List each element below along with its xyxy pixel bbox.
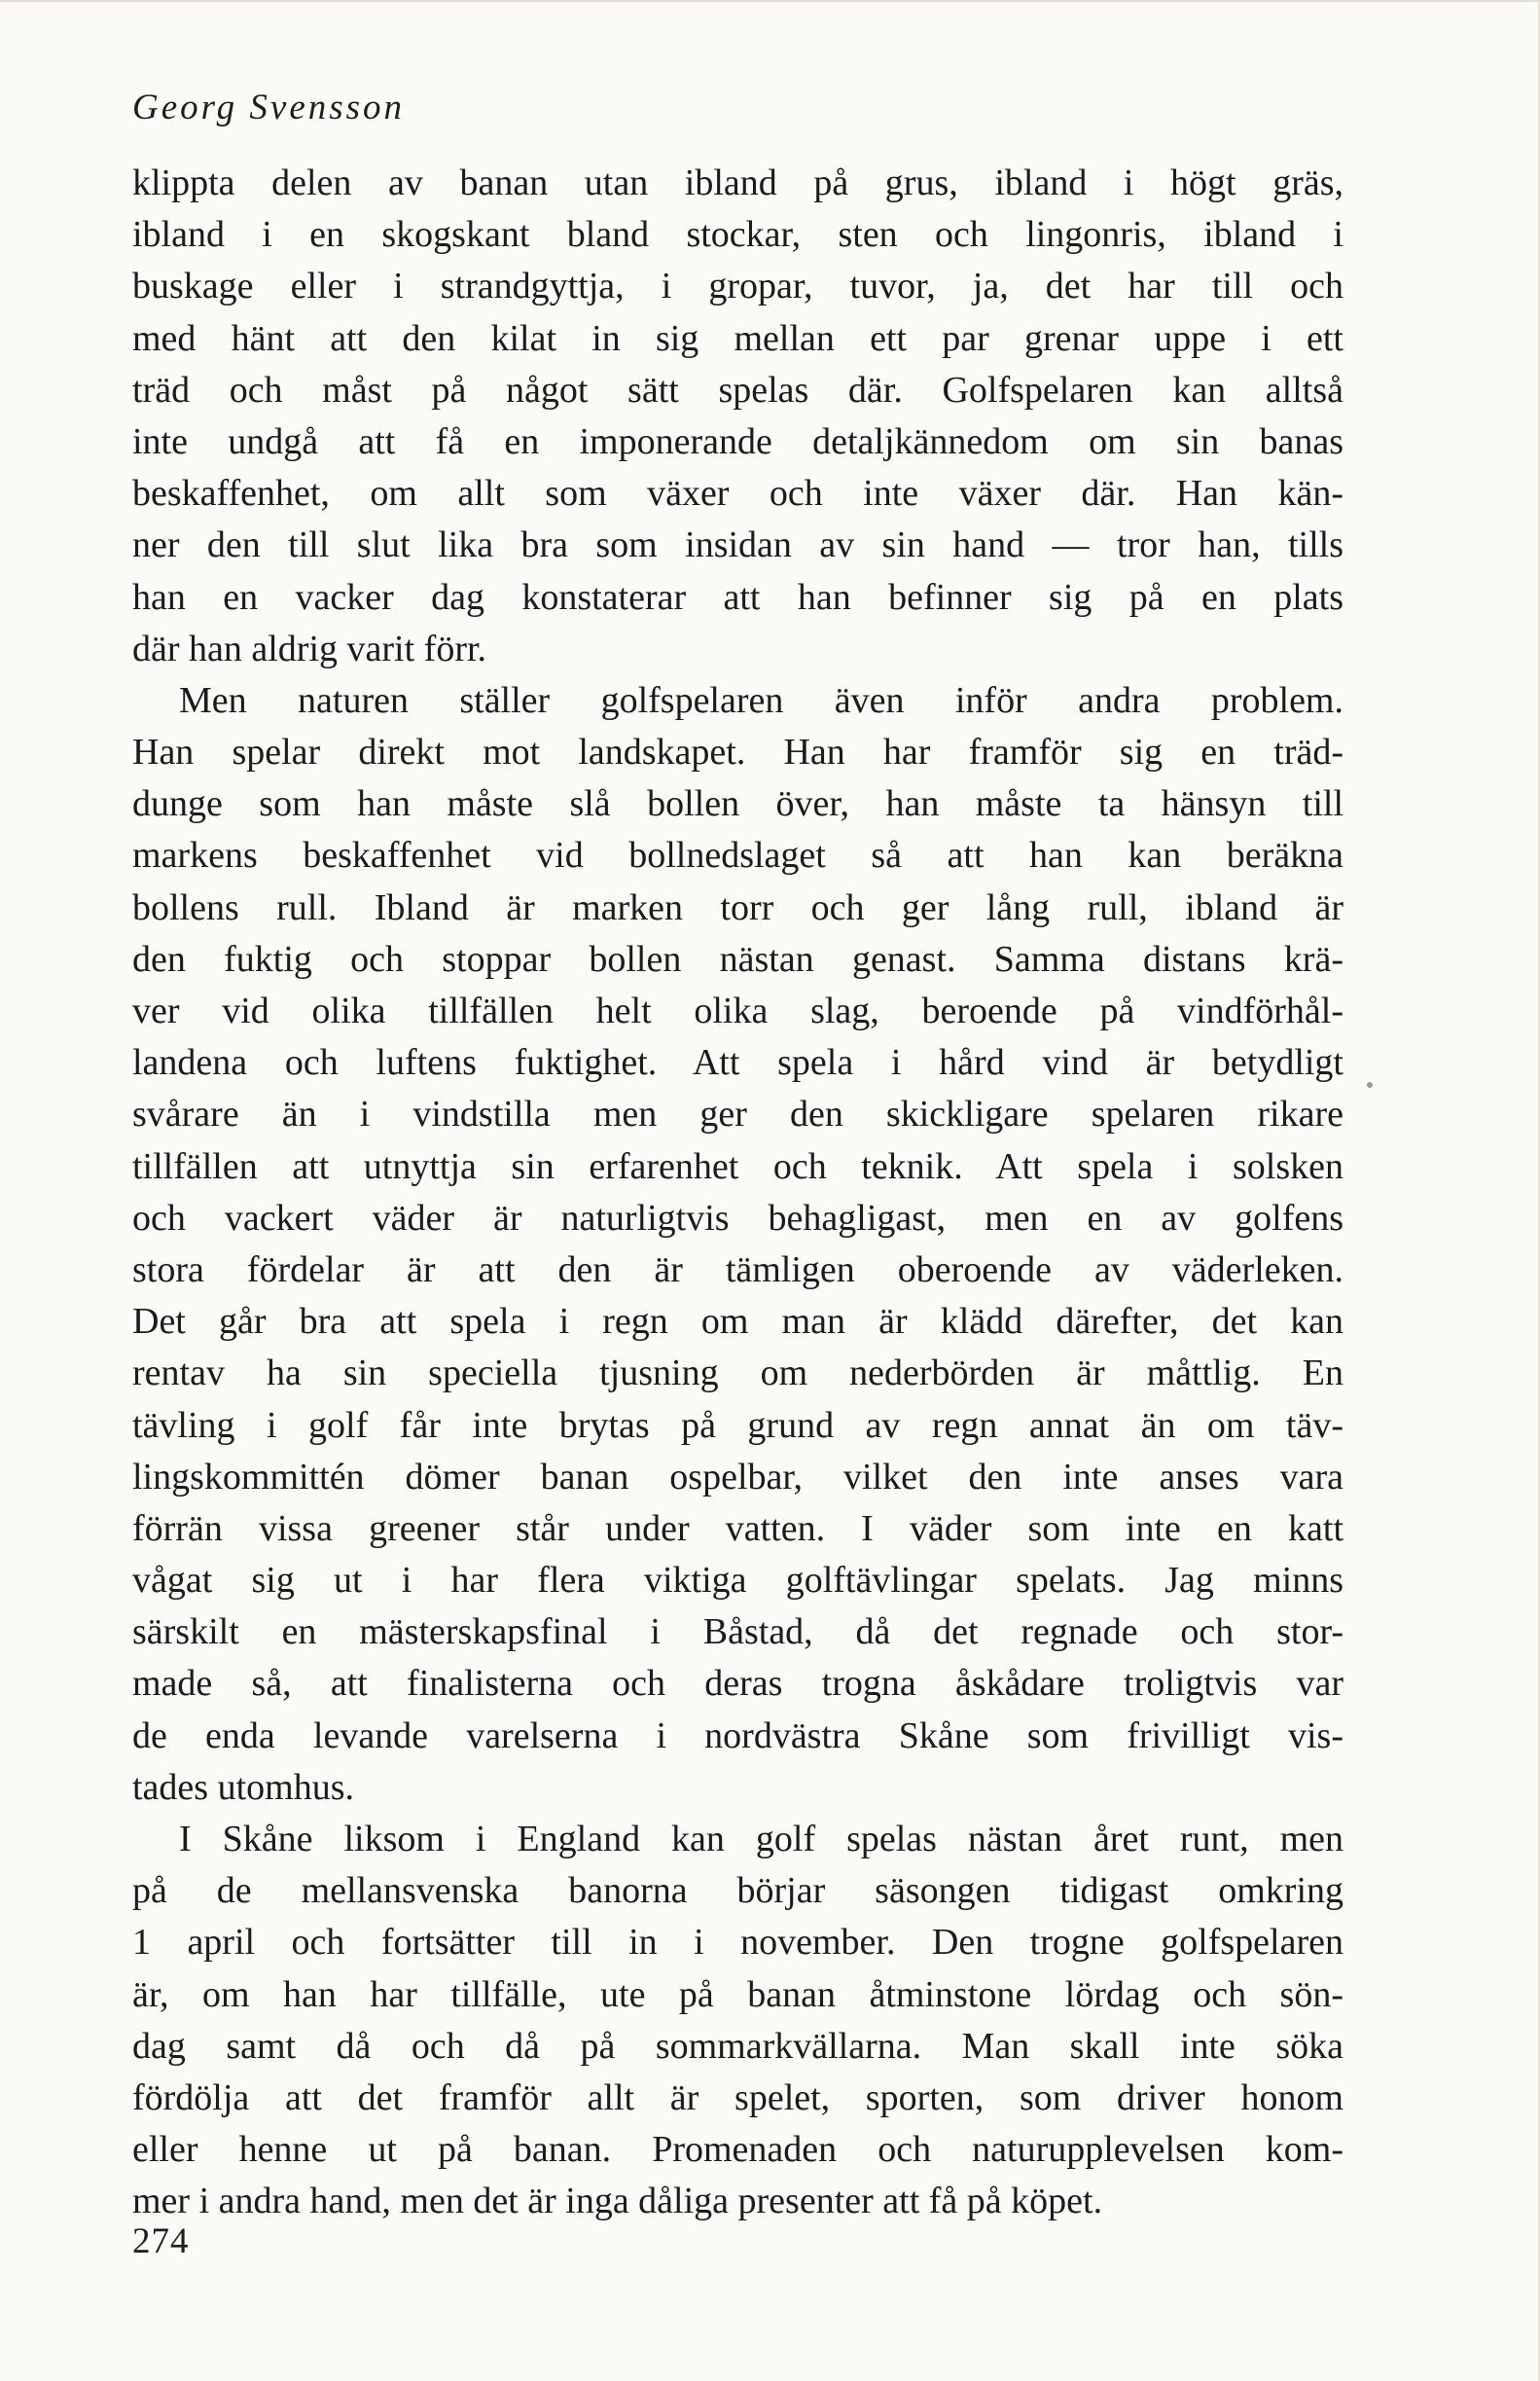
text-line: landena och luftens fuktighet. Att spela i hård vind är betydligt bbox=[132, 1042, 1343, 1084]
body-text bbox=[132, 158, 1343, 2228]
text-line: beskaffenhet, om allt som växer och inte växer där. Han kän- bbox=[132, 473, 1343, 515]
text-line: vågat sig ut i har flera viktiga golftävlingar spelats. Jag minns bbox=[132, 1560, 1343, 1602]
text-line: där han aldrig varit förr. bbox=[132, 628, 487, 669]
text-line: dunge som han måste slå bollen över, han måste ta hänsyn till bbox=[132, 783, 1343, 825]
text-line: lingskommittén dömer banan ospelbar, vilket den inte anses vara bbox=[132, 1456, 1343, 1497]
paragraph bbox=[132, 1814, 1343, 2228]
text-line: buskage eller i strandgyttja, i gropar, tuvor, ja, det har till och bbox=[132, 266, 1343, 307]
text-line: ner den till slut lika bra som insidan av sin hand — tror han, tills bbox=[132, 524, 1343, 566]
text-line: eller henne ut på banan. Promenaden och naturupplevelsen kom- bbox=[132, 2129, 1343, 2171]
text-line: tillfällen att utnyttja sin erfarenhet och teknik. Att spela i solsken bbox=[132, 1145, 1343, 1187]
paragraph bbox=[132, 675, 1343, 1814]
running-head: Georg Svensson bbox=[132, 88, 406, 127]
text-line: på de mellansvenska banorna börjar säsongen tidigast omkring bbox=[132, 1870, 1343, 1912]
text-line: 1 april och fortsätter till in i november. Den trogne golfspelaren bbox=[132, 1922, 1343, 1964]
text-line: de enda levande varelserna i nordvästra Skåne som frivilligt vis- bbox=[132, 1714, 1343, 1756]
text-line: förrän vissa greener står under vatten. I väder som inte en katt bbox=[132, 1507, 1343, 1549]
text-line: Det går bra att spela i regn om man är klädd därefter, det kan bbox=[132, 1301, 1343, 1343]
text-line: klippta delen av banan utan ibland på grus, ibland i högt gräs, bbox=[132, 162, 1343, 203]
text-line: är, om han har tillfälle, ute på banan åtminstone lördag och sön- bbox=[132, 1973, 1343, 2015]
text-line: I Skåne liksom i England kan golf spelas nästan året runt, men bbox=[179, 1819, 1343, 1859]
text-line: han en vacker dag konstaterar att han befinner sig på en plats bbox=[132, 576, 1343, 618]
text-line: Han spelar direkt mot landskapet. Han har framför sig en träd- bbox=[132, 732, 1343, 774]
text-line: inte undgå att få en imponerande detaljkännedom om sin banas bbox=[132, 420, 1343, 462]
text-line: fördölja att det framför allt är spelet, sporten, som driver honom bbox=[132, 2076, 1343, 2118]
text-line: bollens rull. Ibland är marken torr och ger lång rull, ibland är bbox=[132, 886, 1343, 928]
text-line: rentav ha sin speciella tjusning om nederbörden är måttlig. En bbox=[132, 1353, 1343, 1394]
text-line: ibland i en skogskant bland stockar, sten och lingonris, ibland i bbox=[132, 214, 1343, 256]
text-line: särskilt en mästerskapsfinal i Båstad, då det regnade och stor- bbox=[132, 1611, 1343, 1653]
page-number: 274 bbox=[132, 2221, 190, 2261]
print-speck bbox=[1367, 1082, 1373, 1088]
paragraph bbox=[132, 158, 1343, 675]
text-line: stora fördelar är att den är tämligen oberoende av väderleken. bbox=[132, 1248, 1343, 1290]
text-line: träd och måst på något sätt spelas där. Golfspelaren kan alltså bbox=[132, 369, 1343, 411]
text-line: tävling i golf får inte brytas på grund av regn annat än om täv- bbox=[132, 1404, 1343, 1446]
text-line: Men naturen ställer golfspelaren även inför andra problem. bbox=[179, 679, 1343, 721]
text-line: made så, att finalisterna och deras trogna åskådare troligtvis var bbox=[132, 1663, 1343, 1705]
text-line: ver vid olika tillfällen helt olika slag, beroende på vindförhål- bbox=[132, 991, 1343, 1031]
text-line: svårare än i vindstilla men ger den skickligare spelaren rikare bbox=[132, 1094, 1343, 1136]
text-line: dag samt då och då på sommarkvällarna. Man skall inte söka bbox=[132, 2025, 1343, 2067]
text-line: och vackert väder är naturligtvis behagligast, men en av golfens bbox=[132, 1197, 1343, 1239]
text-line: mer i andra hand, men det är inga dåliga presenter att få på köpet. bbox=[132, 2181, 1103, 2222]
text-line: med hänt att den kilat in sig mellan ett par grenar uppe i ett bbox=[132, 317, 1343, 359]
text-line: tades utomhus. bbox=[132, 1766, 354, 1808]
text-line: markens beskaffenhet vid bollnedslaget så att han kan beräkna bbox=[132, 835, 1343, 877]
text-line: den fuktig och stoppar bollen nästan genast. Samma distans krä- bbox=[132, 938, 1343, 980]
